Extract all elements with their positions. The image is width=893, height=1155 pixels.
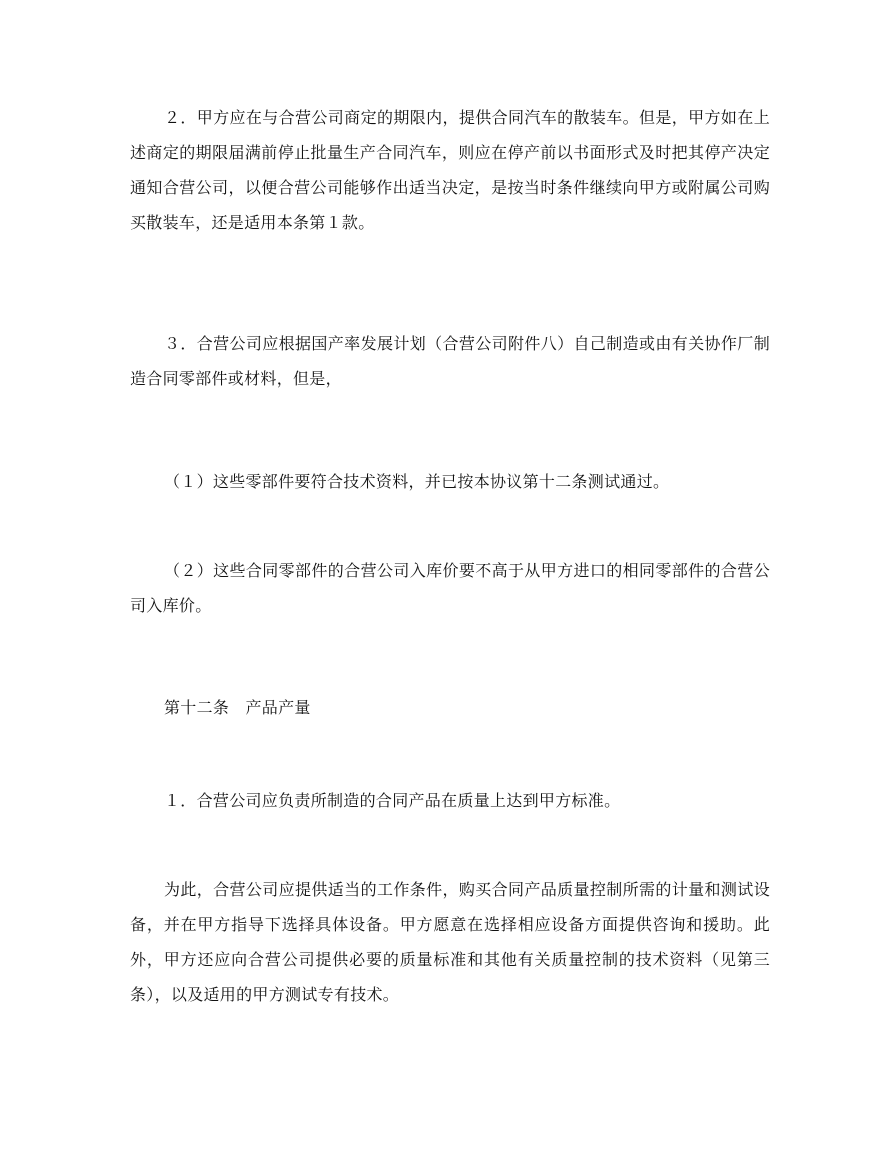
paragraph-article-11-clause-3: ３．合营公司应根据国产率发展计划（合营公司附件八）自己制造或由有关协作厂制造合同零部件或材料，但是，	[130, 334, 770, 388]
paragraph-subclause-1: （１）这些零部件要符合技术资料，并已按本协议第十二条测试通过。	[164, 472, 670, 491]
paragraph-article-11-clause-2: ２．甲方应在与合营公司商定的期限内，提供合同汽车的散装车。但是，甲方如在上述商定的期限届满前停止批量生产合同汽车，则应在停产前以书面形式及时把其停产决定通知合营公司，以便合营公司能够作出适当决定，是按当时条件继续向甲方或附属公司购买散装车，还是适用本条第１款。	[130, 108, 770, 232]
paragraph-article-12-explanation: 为此，合营公司应提供适当的工作条件，购买合同产品质量控制所需的计量和测试设备，并在甲方指导下选择具体设备。甲方愿意在选择相应设备方面提供咨询和援助。此外，甲方还应向合营公司提供必要的质量标准和其他有关质量控制的技术资料（见第三条），以及适用的甲方测试专有技术。	[130, 880, 770, 1004]
paragraph-subclause-2: （２）这些合同零部件的合营公司入库价要不高于从甲方进口的相同零部件的合营公司入库价。	[130, 561, 770, 615]
article-12-heading: 第十二条 产品产量	[164, 698, 311, 717]
paragraph-article-12-clause-1: １．合营公司应负责所制造的合同产品在质量上达到甲方标准。	[164, 791, 621, 810]
